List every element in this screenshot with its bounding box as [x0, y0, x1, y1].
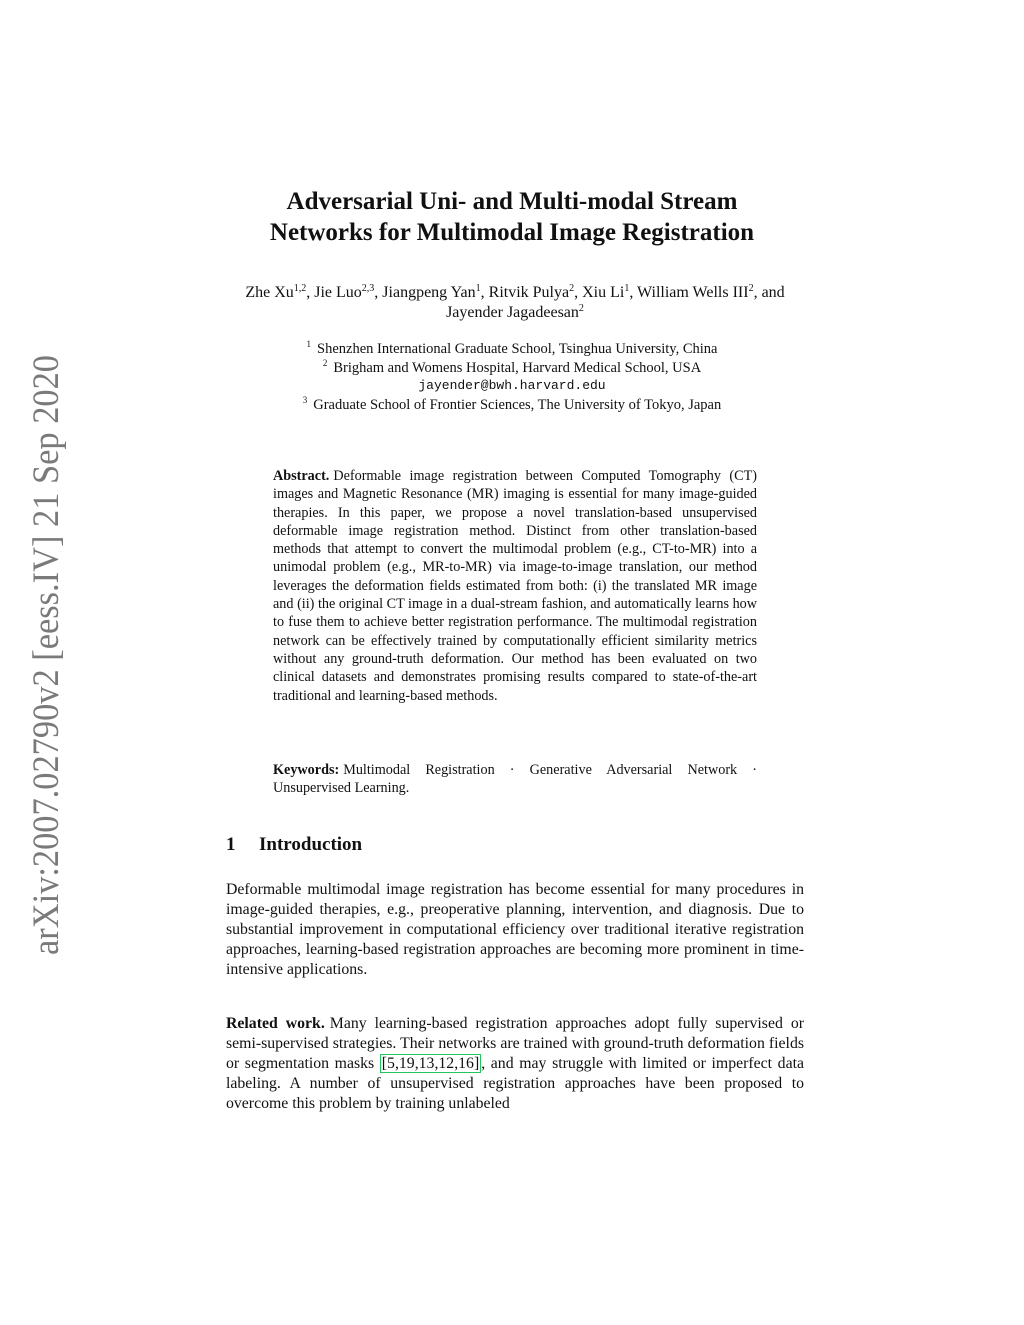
author: Jiangpeng Yan$^1$, [382, 283, 489, 301]
author: William Wells III$^2$, and [637, 283, 785, 301]
section-heading [226, 834, 362, 856]
intro-paragraph: Deformable multimodal image registration has become essential for many procedures in image-guided therapies, e.g., preoperative planning, intervention, and diagnosis. Due to substantial improvement in computational efficiency over traditional iterative registration approaches, learning-based registration approaches are becoming more prominent in time-intensive applications. [226, 881, 804, 978]
section-title: Introduction [259, 834, 363, 855]
author-list [220, 283, 810, 323]
author: Jayender Jagadeesan$^2$ [446, 303, 584, 321]
paper-title [0, 186, 1024, 248]
abstract [273, 467, 757, 705]
keywords-label: Keywords: [273, 762, 340, 778]
abstract-text: Deformable image registration between Computed Tomography (CT) images and Magnetic Resonance (MR) imaging is essential for many image-guided therapies. In this paper, we propose a novel translation-based unsupervised deformable image registration method. Distinct from other translation-based methods that attempt to convert the multimodal problem (e.g., CT-to-MR) into a unimodal problem (e.g., MR-to-MR) via image-to-image translation, our method leverages the deformation fields estimated from both: (i) the translated MR image and (ii) the original CT image in a dual-stream fashion, and automatically learns how to fuse them to achieve better registration performance. The multimodal registration network can be effectively trained by computationally efficient similarity metrics without any ground-truth deformation. Our method has been evaluated on two clinical datasets and demonstrates promising results compared to state-of-the-art traditional and learning-based methods. [273, 468, 757, 704]
section-number: 1 [226, 834, 236, 855]
citation-link[interactable]: [5,19,13,12,16] [381, 1055, 480, 1072]
affiliation-3: $^3$ Graduate School of Frontier Sciences, The University of Tokyo, Japan [302, 394, 722, 413]
title-line-2: Networks for Multimodal Image Registration [269, 219, 755, 246]
title-line-1: Adversarial Uni- and Multi-modal Stream [286, 188, 738, 215]
affiliation-2: $^2$ Brigham and Womens Hospital, Harvard Medical School, USA [322, 357, 702, 376]
related-work-text-after: , and may struggle with limited or imperfect data labeling. A number of unsupervised registration approaches have been proposed to overcome this problem by training unlabeled [226, 1055, 804, 1112]
author: Zhe Xu$^{1,2}$, [245, 283, 315, 301]
keywords [273, 761, 757, 798]
affiliations [0, 340, 1024, 414]
related-work-label: Related work. [226, 1015, 325, 1032]
contact-email[interactable]: jayender@bwh.harvard.edu [418, 378, 606, 393]
arxiv-stamp [20, 350, 70, 960]
related-work-text-before: Many learning-based registration approaches adopt fully supervised or semi-supervised strategies. Their networks are trained with ground-truth deformation fields or segmentation masks [226, 1015, 804, 1072]
author: Jie Luo$^{2,3}$, [314, 283, 383, 301]
arxiv-stamp-text: arXiv:2007.02790v2 [eess.IV] 21 Sep 2020 [26, 350, 67, 955]
affiliation-1: $^1$ Shenzhen International Graduate School, Tsinghua University, China [306, 339, 718, 357]
abstract-label: Abstract. [273, 468, 330, 484]
author: Xiu Li$^1$, [582, 283, 638, 301]
related-work-paragraph [226, 1014, 804, 1114]
keywords-text: Multimodal Registration · Generative Adversarial Network · Unsupervised Learning. [273, 762, 757, 797]
author: Ritvik Pulya$^2$, [488, 283, 583, 301]
